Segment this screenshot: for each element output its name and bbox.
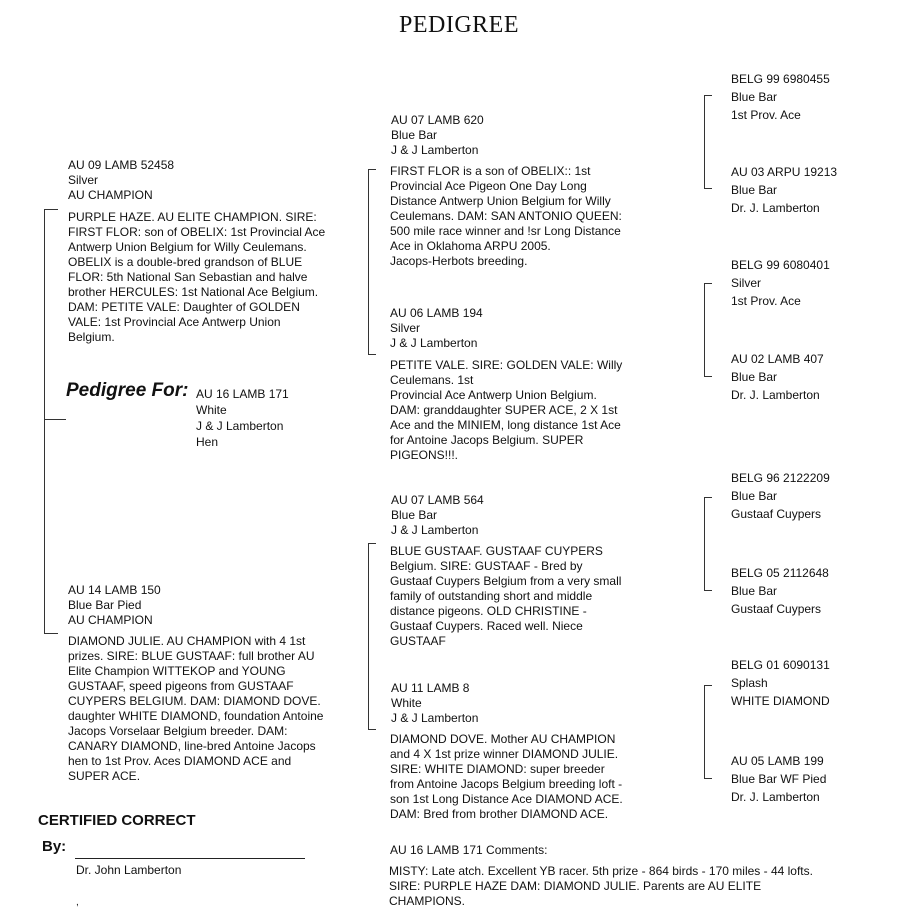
gp-owner: J & J Lamberton <box>391 523 479 537</box>
dam-band: AU 14 LAMB 150 <box>68 583 161 597</box>
great-grandparent-entry <box>731 350 824 404</box>
grandparent-entry <box>390 306 483 351</box>
signer-name: Dr. John Lamberton <box>76 863 182 877</box>
ggp-color: Blue Bar WF Pied <box>731 772 827 786</box>
gp-band: AU 11 LAMB 8 <box>391 681 470 695</box>
bracket-tick <box>704 590 712 591</box>
sire-band: AU 09 LAMB 52458 <box>68 158 175 172</box>
bracket-line <box>368 543 369 730</box>
bracket-tick <box>704 188 712 189</box>
ggp-note: Dr. J. Lamberton <box>731 790 820 804</box>
ggp-note: Gustaaf Cuypers <box>731 507 822 521</box>
pedigree-for-label: Pedigree For: <box>66 380 189 401</box>
bracket-line <box>704 685 705 779</box>
dam-entry <box>68 583 161 628</box>
sire-title: AU CHAMPION <box>68 188 153 202</box>
gp-band: AU 07 LAMB 620 <box>391 113 484 127</box>
signature-line <box>75 858 305 859</box>
ggp-band: BELG 99 6080401 <box>731 258 830 272</box>
gp-band: AU 06 LAMB 194 <box>390 306 483 320</box>
ggp-band: AU 02 LAMB 407 <box>731 352 824 366</box>
bracket-tick <box>368 354 376 355</box>
bracket-tick <box>704 778 712 779</box>
ggp-note: Dr. J. Lamberton <box>731 201 820 215</box>
ggp-note: 1st Prov. Ace <box>731 108 801 122</box>
ggp-color: Blue Bar <box>731 584 778 598</box>
bracket-tick <box>44 209 58 210</box>
bracket-tick <box>368 169 376 170</box>
comments-heading: AU 16 LAMB 171 Comments: <box>390 843 548 857</box>
gp-owner: J & J Lamberton <box>390 336 478 350</box>
ggp-band: BELG 05 2112648 <box>731 566 829 580</box>
gp-owner: J & J Lamberton <box>391 143 479 157</box>
bracket-tick <box>704 685 712 686</box>
subject-band: AU 16 LAMB 171 <box>196 387 289 401</box>
bracket-line <box>368 169 369 355</box>
dam-title: AU CHAMPION <box>68 613 153 627</box>
great-grandparent-entry <box>731 752 826 806</box>
certified-correct-heading: CERTIFIED CORRECT <box>38 812 196 829</box>
great-grandparent-entry <box>731 469 830 523</box>
great-grandparent-entry <box>731 163 837 217</box>
comments-text: MISTY: Late atch. Excellent YB racer. 5th prize - 864 birds - 170 miles - 44 lofts. SIRE: PURPLE HAZE DAM: DIAMOND JULIE. Parents are AU ELITE CHAMPIONS. <box>389 864 813 908</box>
dam-description: DIAMOND JULIE. AU CHAMPION with 4 1st prizes. SIRE: BLUE GUSTAAF: full brother AU Elite Champion WITTEKOP and YOUNG GUSTAAF, speed pigeons from GUSTAAF CUYPERS BELGIUM. DAM: DIAMOND DOVE. daughter WHITE DIAMOND, foundation Antoine Jacops Vorselaar Belgium breeder. DAM: CANARY DIAMOND, line-bred Antoine Jacops hen to 1st Prov. Aces DIAMOND ACE and SUPER ACE. <box>68 634 324 783</box>
ggp-color: Blue Bar <box>731 370 778 384</box>
sire-entry <box>68 158 174 203</box>
grandparent-description: PETITE VALE. SIRE: GOLDEN VALE: Willy Ceulemans. 1st Provincial Ace Antwerp Union Belgium. DAM: granddaughter SUPER ACE, 2 X 1st Ace and the MINIEM, long distance 1st Ace for Antoine Jacops Belgium. SUPER PIGEONS!!!. <box>390 358 623 462</box>
bracket-tick <box>44 633 58 634</box>
ggp-color: Blue Bar <box>731 90 778 104</box>
bracket-tick <box>704 376 712 377</box>
sire-color: Silver <box>68 173 99 187</box>
subject-owner: J & J Lamberton <box>196 419 284 433</box>
page-title: PEDIGREE <box>399 12 519 38</box>
ggp-note: Dr. J. Lamberton <box>731 388 820 402</box>
bracket-line <box>44 209 45 634</box>
bracket-line <box>704 497 705 591</box>
bracket-tick <box>704 497 712 498</box>
ggp-band: BELG 99 6980455 <box>731 72 830 86</box>
by-label: By: <box>42 838 67 855</box>
ggp-band: BELG 96 2122209 <box>731 471 830 485</box>
gp-color: White <box>391 696 422 710</box>
ggp-note: Gustaaf Cuypers <box>731 602 822 616</box>
gp-color: Blue Bar <box>391 128 438 142</box>
ggp-color: Blue Bar <box>731 183 778 197</box>
grandparent-entry <box>391 113 484 158</box>
grandparent-entry <box>391 681 478 726</box>
subject-color: White <box>196 403 227 417</box>
stray-mark: , <box>76 897 79 908</box>
bracket-tick <box>368 543 376 544</box>
great-grandparent-entry <box>731 564 829 618</box>
gp-color: Blue Bar <box>391 508 438 522</box>
grandparent-description: FIRST FLOR is a son of OBELIX:: 1st Provincial Ace Pigeon One Day Long Distance Antwerp Union Belgium for Willy Ceulemans. DAM: SAN ANTONIO QUEEN: 500 mile race winner and !sr Long Distance Ace in Oklahoma ARPU 2005. Jacops-Herbots breeding. <box>390 164 622 268</box>
bracket-tick <box>704 95 712 96</box>
subject-entry <box>196 386 289 450</box>
ggp-band: AU 03 ARPU 19213 <box>731 165 838 179</box>
grandparent-description: BLUE GUSTAAF. GUSTAAF CUYPERS Belgium. SIRE: GUSTAAF - Bred by Gustaaf Cuypers Belgium from a very small family of outstanding short and middle distance pigeons. OLD CHRISTINE - Gustaaf Cuypers. Raced well. Niece GUSTAAF <box>390 544 622 648</box>
grandparent-description: DIAMOND DOVE. Mother AU CHAMPION and 4 X 1st prize winner DIAMOND JULIE. SIRE: WHITE DIAMOND: super breeder from Antoine Jacops Belgium breeding loft - son 1st Long Distance Ace DIAMOND ACE. DAM: Bred from brother DIAMOND ACE. <box>390 732 623 821</box>
ggp-color: Blue Bar <box>731 489 778 503</box>
ggp-note: WHITE DIAMOND <box>731 694 830 708</box>
ggp-note: 1st Prov. Ace <box>731 294 801 308</box>
gp-owner: J & J Lamberton <box>391 711 479 725</box>
ggp-band: AU 05 LAMB 199 <box>731 754 824 768</box>
ggp-band: BELG 01 6090131 <box>731 658 830 672</box>
ggp-color: Silver <box>731 276 762 290</box>
grandparent-entry <box>391 493 484 538</box>
ggp-color: Splash <box>731 676 768 690</box>
great-grandparent-entry <box>731 70 830 124</box>
bracket-tick <box>44 419 66 420</box>
gp-band: AU 07 LAMB 564 <box>391 493 484 507</box>
bracket-line <box>704 95 705 189</box>
great-grandparent-entry <box>731 256 830 310</box>
bracket-line <box>704 283 705 377</box>
bracket-tick <box>368 729 376 730</box>
sire-description: PURPLE HAZE. AU ELITE CHAMPION. SIRE: FIRST FLOR: son of OBELIX: 1st Provincial Ace Antwerp Union Belgium for Willy Ceulemans. OBELIX is a double-bred grandson of BLUE FLOR: 5th National San Sebastian and halve brother HERCULES: 1st National Ace Belgium. DAM: PETITE VALE: Daughter of GOLDEN VALE: 1st Provincial Ace Antwerp Union Belgium. <box>68 210 326 344</box>
bracket-tick <box>704 283 712 284</box>
subject-sex: Hen <box>196 435 219 449</box>
gp-color: Silver <box>390 321 421 335</box>
great-grandparent-entry <box>731 656 830 710</box>
dam-color: Blue Bar Pied <box>68 598 142 612</box>
